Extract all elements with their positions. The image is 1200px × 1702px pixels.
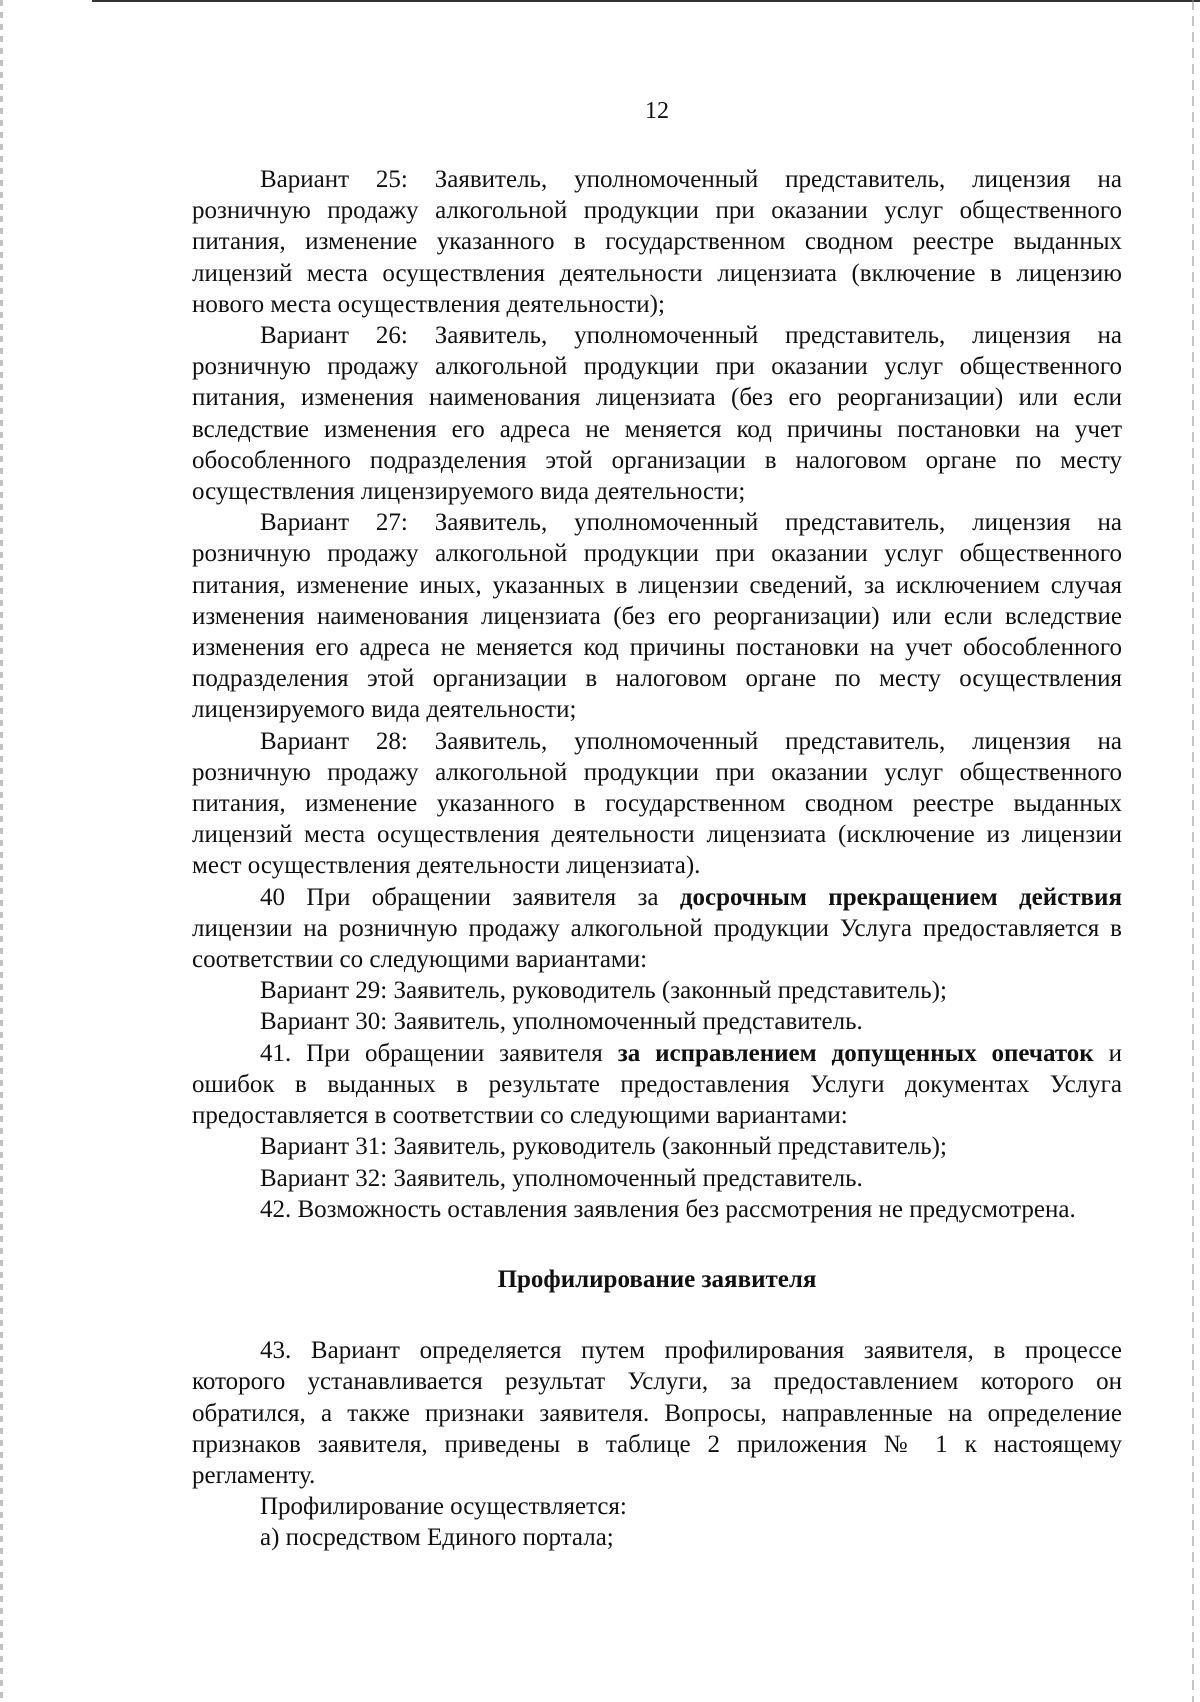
paragraph-item-40 (192, 882, 1122, 976)
paragraph-variant-28: Вариант 28: Заявитель, уполномоченный представитель, лицензия на розничную продажу алкогольной продукции при оказании услуг общественного питания, изменение указанного в государственном сводном реестре выданных лицензий места осуществления деятельности лицензиата (исключение из лицензии мест осуществления деятельности лицензиата). (192, 727, 1122, 880)
paragraph-variant-32: Вариант 32: Заявитель, уполномоченный представитель. (260, 1164, 863, 1192)
scan-border-top (92, 0, 1200, 2)
paragraph-item-42: 42. Возможность оставления заявления без рассмотрения не предусмотрена. (260, 1195, 1076, 1223)
paragraph-profiling-intro: Профилирование осуществляется: (260, 1493, 627, 1521)
section-heading: Профилирование заявителя (497, 1265, 817, 1293)
page-number: 12 (645, 98, 669, 124)
scan-border-left (0, 0, 3, 1702)
item-41-bold: за исправлением допущенных опечаток (617, 1039, 1094, 1067)
document-page (192, 96, 1122, 1554)
paragraph-profiling-a: а) посредством Единого портала; (260, 1524, 614, 1552)
paragraph-item-41 (192, 1038, 1122, 1132)
paragraph-variant-26: Вариант 26: Заявитель, уполномоченный представитель, лицензия на розничную продажу алкогольной продукции при оказании услуг общественного питания, изменения наименования лицензиата (без его реорганизации) или если вследствие изменения его адреса не меняется код причины постановки на учет обособленного подразделения этой организации в налоговом органе по месту осуществления лицензируемого вида деятельности; (192, 322, 1122, 506)
paragraph-variant-25: Вариант 25: Заявитель, уполномоченный представитель, лицензия на розничную продажу алкогольной продукции при оказании услуг общественного питания, изменение указанного в государственном сводном реестре выданных лицензий места осуществления деятельности лицензиата (включение в лицензию нового места осуществления деятельности); (192, 166, 1122, 318)
item-40-bold: досрочным прекращением действия (679, 883, 1122, 911)
item-40-prefix: 40 При обращении заявителя за (260, 883, 680, 911)
paragraph-variant-31: Вариант 31: Заявитель, руководитель (законный представитель); (260, 1133, 947, 1161)
scan-border-right (1192, 0, 1194, 1702)
paragraph-variant-29: Вариант 29: Заявитель, руководитель (законный представитель); (260, 977, 947, 1005)
item-41-prefix: 41. При обращении заявителя (260, 1039, 618, 1067)
paragraph-variant-30: Вариант 30: Заявитель, уполномоченный представитель. (260, 1008, 863, 1036)
paragraph-item-43: 43. Вариант определяется путем профилирования заявителя, в процессе которого устанавливается результат Услуги, за предоставлением которого он обратился, а также признаки заявителя. Вопросы, направленные на определение признаков заявителя, приведены в таблице 2 приложения № 1 к настоящему регламенту. (192, 1337, 1122, 1489)
item-40-suffix: лицензии на розничную продажу алкогольной продукции Услуга предоставляется в соответствии со следующими вариантами: (192, 914, 1122, 974)
item-41-suffix: и ошибок в выданных в результате предоставления Услуги документах Услуга предоставляется в соответствии со следующими вариантами: (192, 1039, 1122, 1130)
paragraph-variant-27: Вариант 27: Заявитель, уполномоченный представитель, лицензия на розничную продажу алкогольной продукции при оказании услуг общественного питания, изменение иных, указанных в лицензии сведений, за исключением случая изменения наименования лицензиата (без его реорганизации) или если вследствие изменения его адреса не меняется код причины постановки на учет обособленного подразделения этой организации в налоговом органе по месту осуществления лицензируемого вида деятельности; (192, 509, 1122, 724)
